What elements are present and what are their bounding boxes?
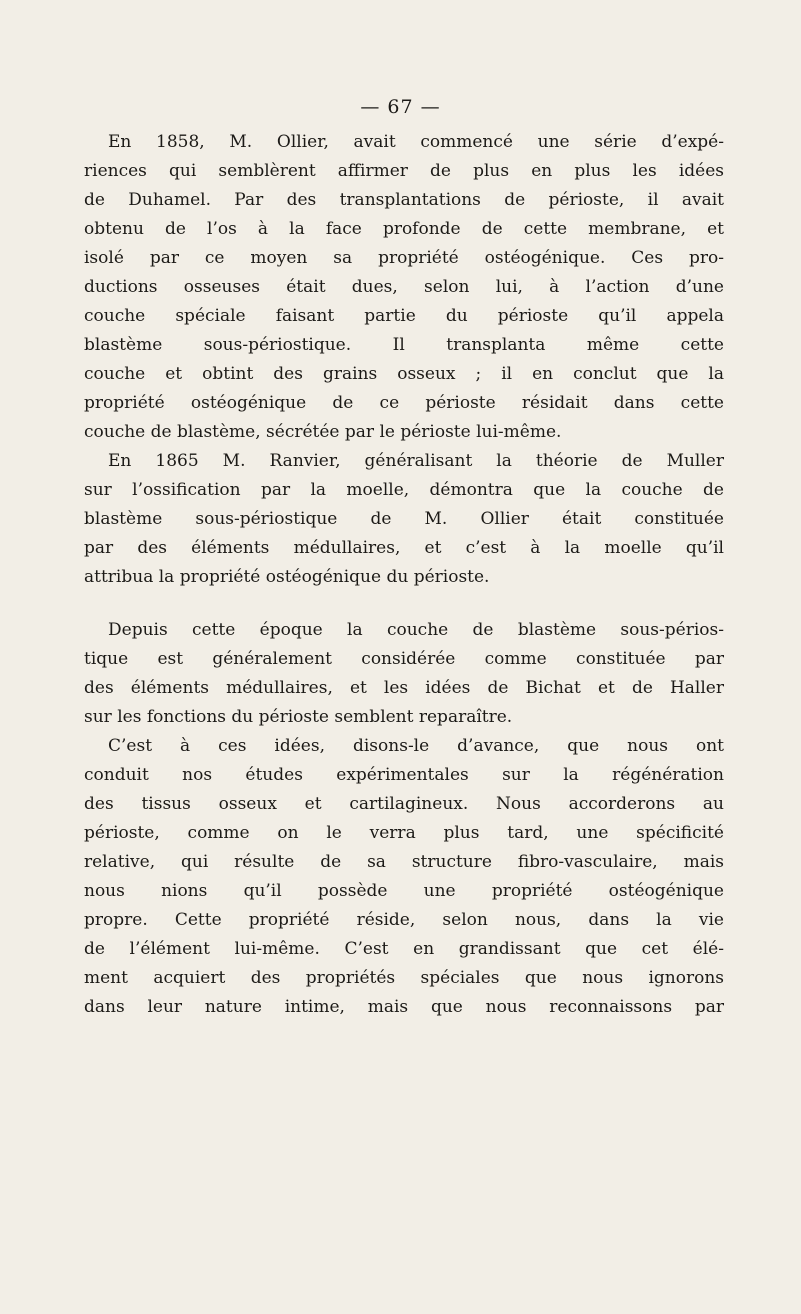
- text-line: périoste, comme on le verra plus tard, une spécificité: [84, 823, 724, 843]
- text-line: couche et obtint des grains osseux ; il en conclut que la: [84, 364, 724, 384]
- text-line: propriété ostéogénique de ce périoste résidait dans cette: [84, 393, 724, 413]
- body-text: [84, 128, 724, 1022]
- text-line: couche de blastème, sécrétée par le périoste lui-même.: [84, 422, 562, 442]
- text-line: par des éléments médullaires, et c’est à la moelle qu’il: [84, 538, 724, 558]
- text-line: dans leur nature intime, mais que nous reconnaissons par: [84, 997, 724, 1017]
- text-line: Depuis cette époque la couche de blastème sous-périos-: [108, 620, 724, 640]
- paragraph-ranvier-1865: [84, 447, 724, 592]
- text-line: nous nions qu’il possède une propriété ostéogénique: [84, 881, 724, 901]
- text-line: des éléments médullaires, et les idées de Bichat et de Haller: [84, 678, 724, 698]
- text-line: conduit nos études expérimentales sur la régénération: [84, 765, 724, 785]
- text-line: attribua la propriété ostéogénique du périoste.: [84, 567, 490, 587]
- paragraph-gap: [84, 592, 724, 616]
- text-line: propre. Cette propriété réside, selon nous, dans la vie: [84, 910, 724, 930]
- text-line: isolé par ce moyen sa propriété ostéogénique. Ces pro-: [84, 248, 724, 268]
- text-line: relative, qui résulte de sa structure fibro-vasculaire, mais: [84, 852, 724, 872]
- paragraph-ollier-1858: [84, 128, 724, 447]
- text-line: En 1865 M. Ranvier, généralisant la théorie de Muller: [108, 451, 724, 471]
- text-line: des tissus osseux et cartilagineux. Nous accorderons au: [84, 794, 724, 814]
- text-line: ductions osseuses était dues, selon lui, à l’action d’une: [84, 277, 724, 297]
- text-line: blastème sous-périostique de M. Ollier était constituée: [84, 509, 724, 529]
- text-line: de l’élément lui-même. C’est en grandissant que cet élé-: [84, 939, 724, 959]
- text-line: C’est à ces idées, disons-le d’avance, que nous ont: [108, 736, 724, 756]
- text-line: de Duhamel. Par des transplantations de périoste, il avait: [84, 190, 724, 210]
- page-number: — 67 —: [360, 96, 441, 118]
- paragraph-depuis: [84, 616, 724, 732]
- text-line: couche spéciale faisant partie du périoste qu’il appela: [84, 306, 724, 326]
- text-line: sur l’ossification par la moelle, démontra que la couche de: [84, 480, 724, 500]
- text-line: obtenu de l’os à la face profonde de cette membrane, et: [84, 219, 724, 239]
- text-line: ment acquiert des propriétés spéciales que nous ignorons: [84, 968, 724, 988]
- text-line: blastème sous-périostique. Il transplanta même cette: [84, 335, 724, 355]
- text-line: En 1858, M. Ollier, avait commencé une série d’expé-: [108, 132, 724, 152]
- text-line: sur les fonctions du périoste semblent reparaître.: [84, 707, 513, 727]
- paragraph-cest: [84, 732, 724, 1022]
- text-line: riences qui semblèrent affirmer de plus en plus les idées: [84, 161, 724, 181]
- text-line: tique est généralement considérée comme constituée par: [84, 649, 724, 669]
